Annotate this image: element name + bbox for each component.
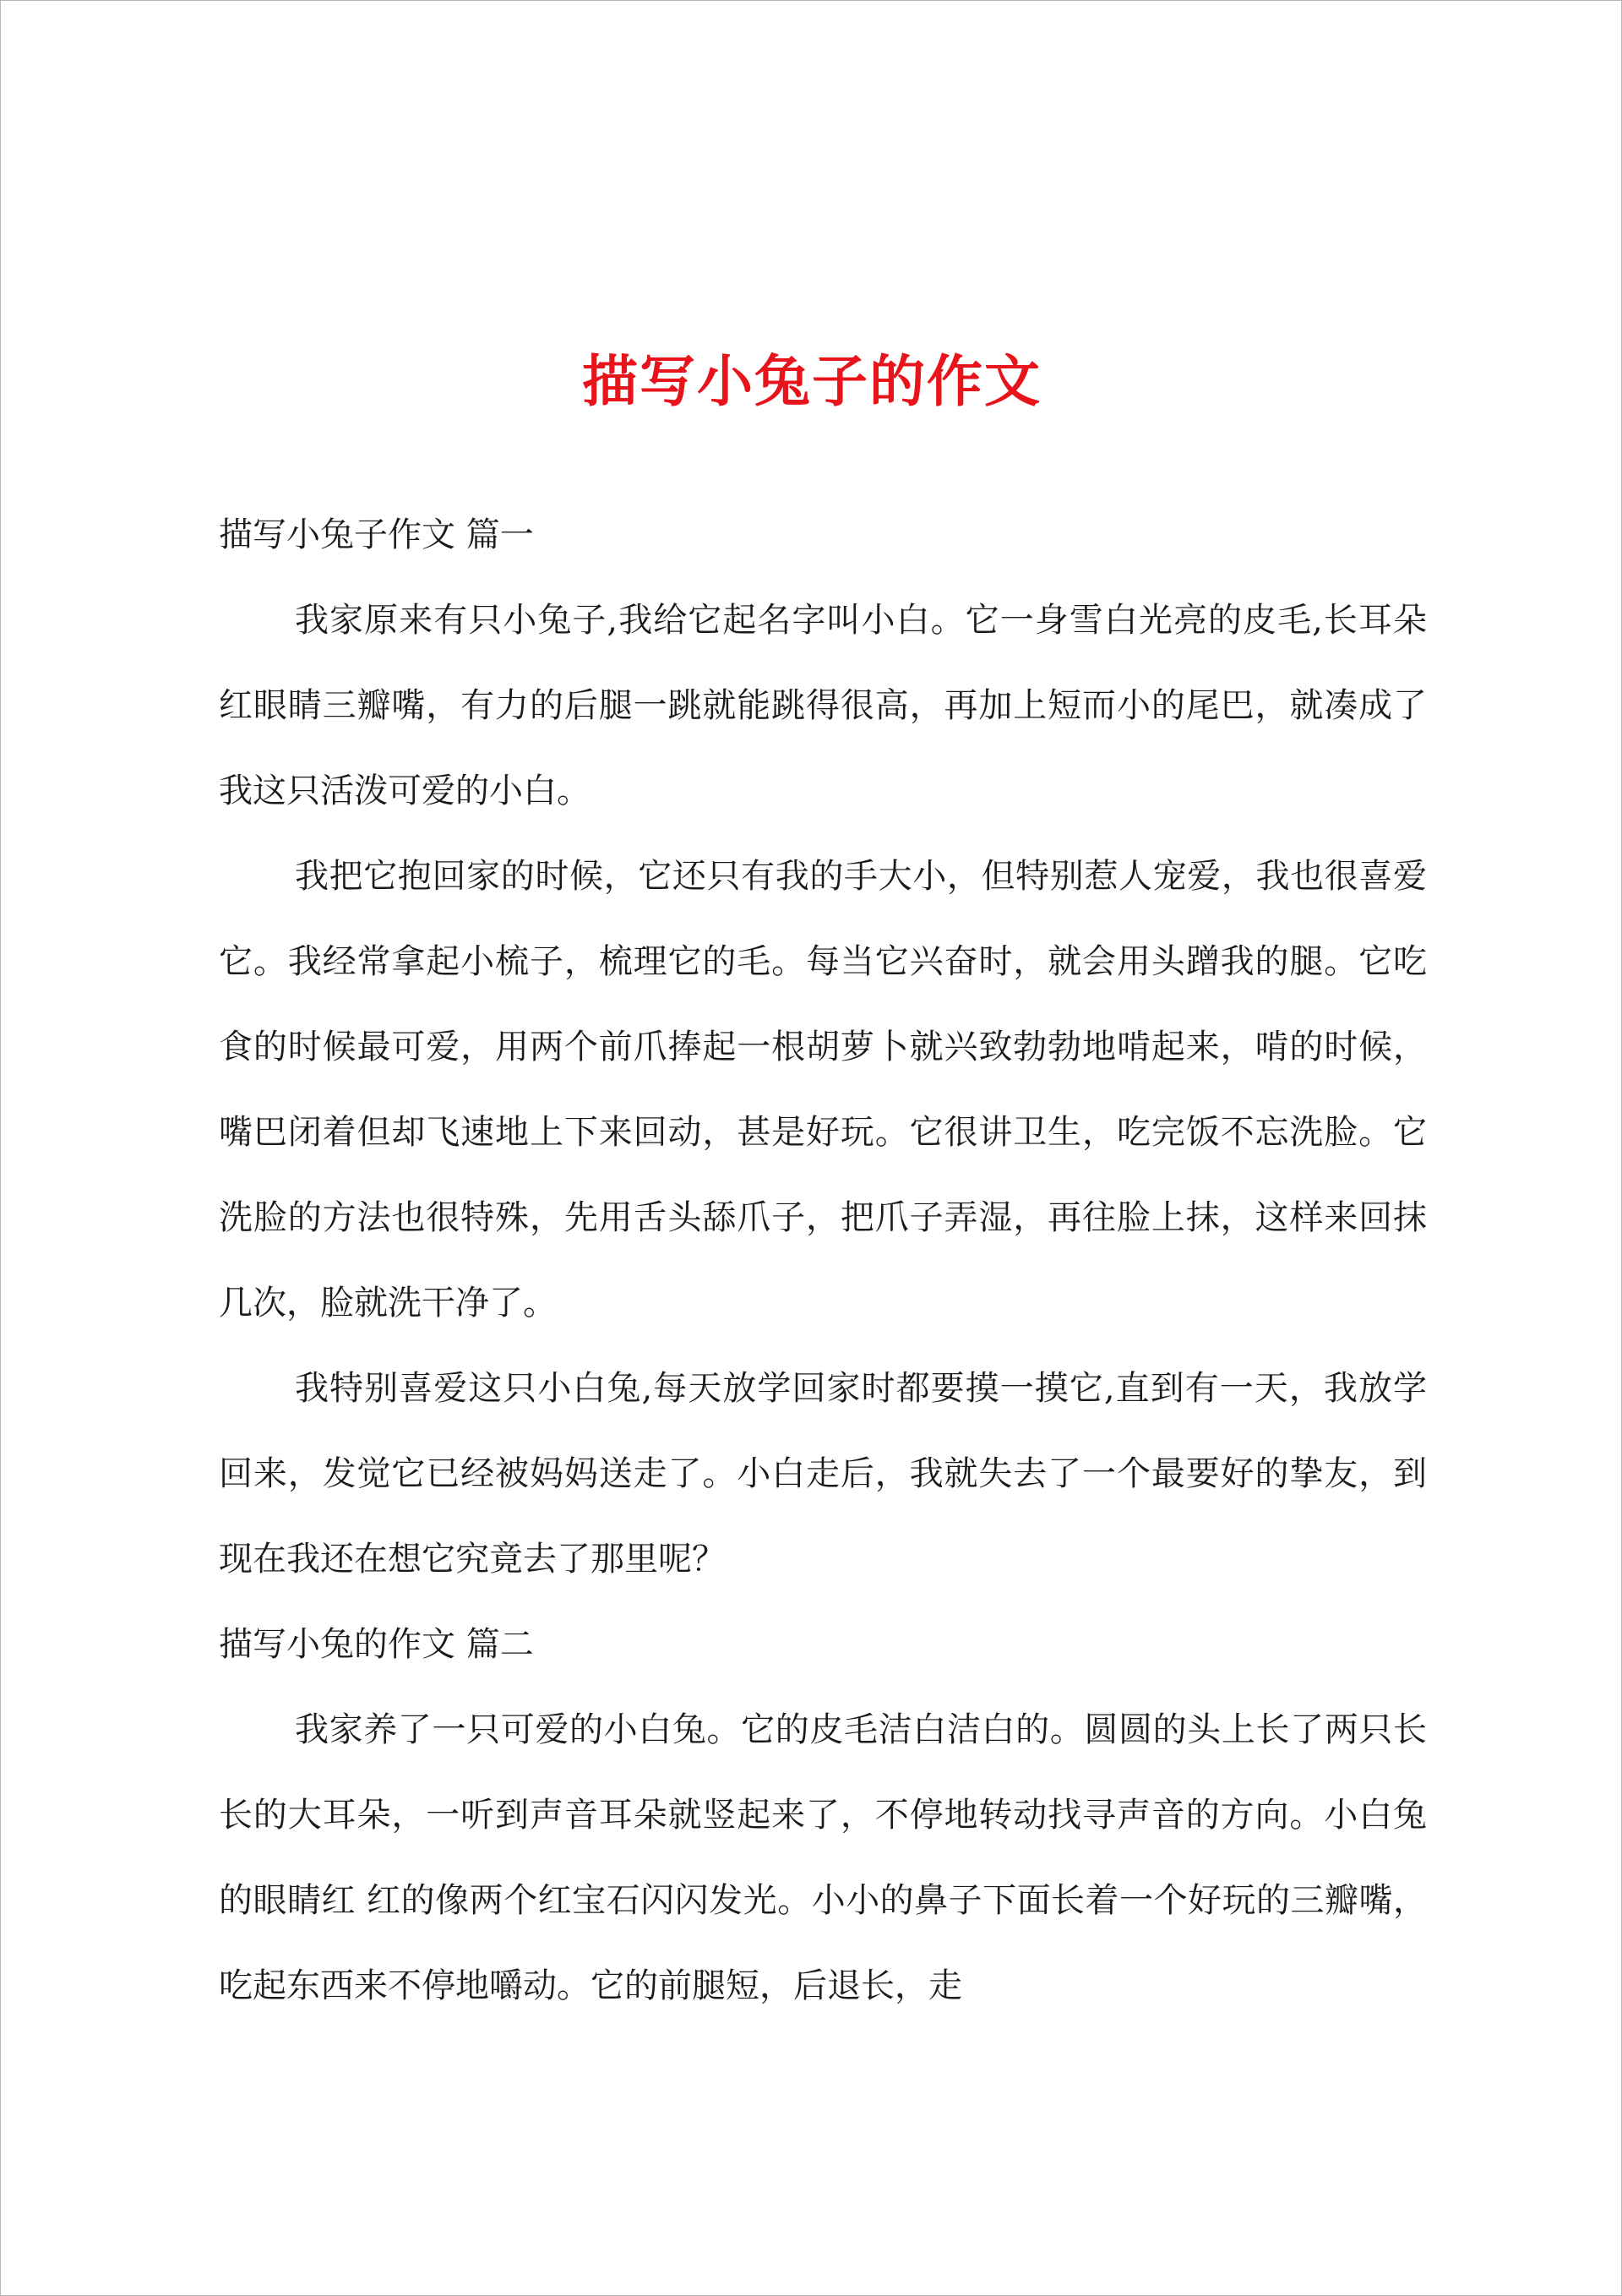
paragraph: 我家原来有只小兔子,我给它起名字叫小白。它一身雪白光亮的皮毛,长耳朵红眼睛三瓣嘴，有力的后腿一跳就能跳得很高，再加上短而小的尾巴，就凑成了我这只活泼可爱的小白。 bbox=[219, 601, 1427, 810]
document-title: 描写小兔子的作文 bbox=[582, 348, 1042, 414]
section-heading-1: 描写小兔子作文 篇一 bbox=[219, 515, 534, 554]
paragraph: 我把它抱回家的时候，它还只有我的手大小，但特别惹人宠爱，我也很喜爱它。我经常拿起小梳子，梳理它的毛。每当它兴奋时，就会用头蹭我的腿。它吃食的时候最可爱，用两个前爪捧起一根胡萝卜就兴致勃勃地啃起来，啃的时候，嘴巴闭着但却飞速地上下来回动，甚是好玩。它很讲卫生，吃完饭不忘洗脸。它洗脸的方法也很特殊，先用舌头舔爪子，把爪子弄湿，再往脸上抹，这样来回抹几次，脸就洗干净了。 bbox=[219, 857, 1427, 1323]
paragraph: 我家养了一只可爱的小白兔。它的皮毛洁白洁白的。圆圆的头上长了两只长长的大耳朵，一听到声音耳朵就竖起来了，不停地转动找寻声音的方向。小白兔的眼睛红 红的像两个红宝石闪闪发光。小小的鼻子下面长着一个好玩的三瓣嘴，吃起东西来不停地嚼动。它的前腿短，后退长，走 bbox=[219, 1710, 1427, 2005]
paragraph: 我特别喜爱这只小白兔,每天放学回家时都要摸一摸它,直到有一天，我放学回来，发觉它已经被妈妈送走了。小白走后，我就失去了一个最要好的挚友，到现在我还在想它究竟去了那里呢？ bbox=[219, 1369, 1427, 1579]
section-heading-2: 描写小兔的作文 篇二 bbox=[219, 1625, 534, 1664]
document-body bbox=[219, 493, 1427, 2029]
